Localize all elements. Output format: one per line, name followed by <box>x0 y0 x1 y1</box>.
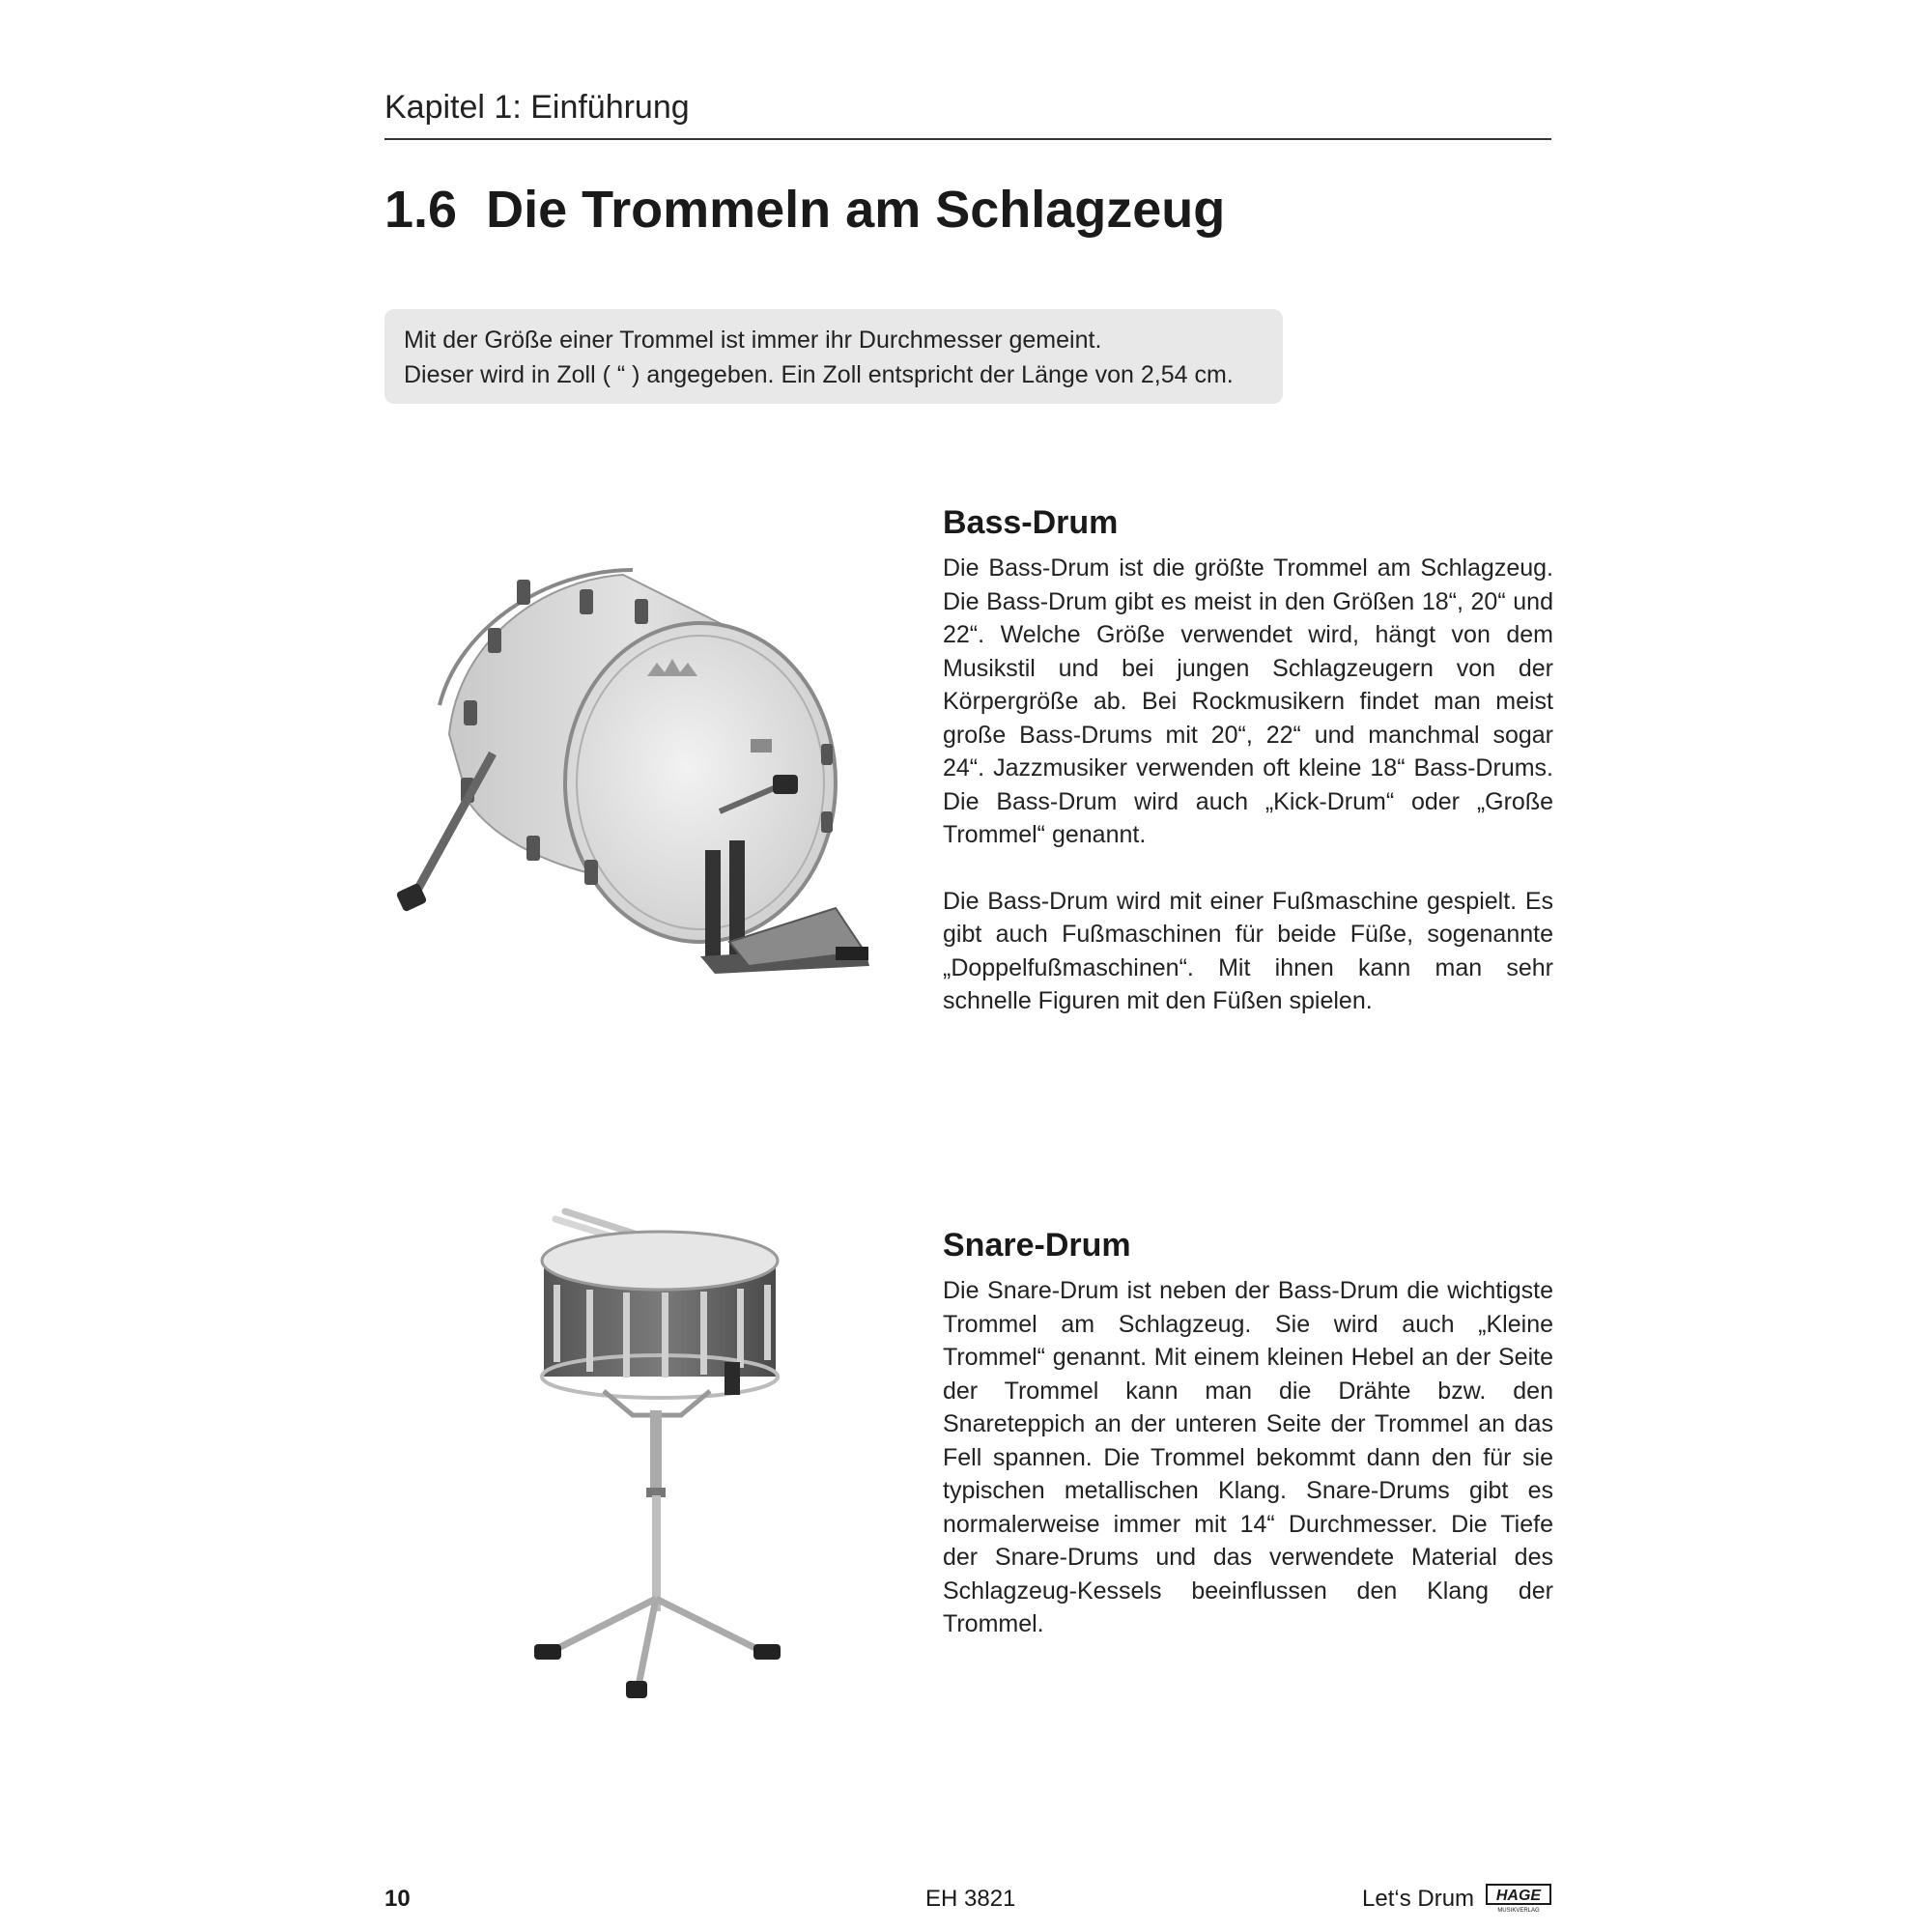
info-line-2: Dieser wird in Zoll ( “ ) angegeben. Ein Zoll entspricht der Länge von 2,54 cm. <box>404 361 1234 388</box>
chapter-header: Kapitel 1: Einführung <box>384 89 690 126</box>
bass-drum-image <box>382 560 874 990</box>
catalog-number: EH 3821 <box>925 1886 1016 1912</box>
snare-drum-image <box>526 1208 797 1700</box>
info-box <box>384 309 1283 404</box>
bass-drum-paragraph-2: Die Bass-Drum wird mit einer Fußmaschine gespielt. Es gibt auch Fußmaschinen für beide Füße, sogenannte „Doppelfußmaschinen“. Mit ihnen kann man sehr schnelle Figuren mit den Füßen spielen. <box>943 887 1553 1014</box>
book-title: Let‘s Drum <box>1362 1886 1475 1912</box>
bass-drum-section <box>943 504 1553 1018</box>
snare-drum-heading: Snare-Drum <box>943 1227 1131 1264</box>
bass-drum-heading: Bass-Drum <box>943 504 1119 541</box>
hage-logo <box>1486 1884 1551 1913</box>
snare-drum-paragraph-1: Die Snare-Drum ist neben der Bass-Drum die wichtigste Trommel am Schlagzeug. Sie wird auch „Kleine Trommel“ genannt. Mit einem kleinen Hebel an der Seite der Trommel kann man die Drähte bzw. den Snareteppich an der unteren Seite der Trommel an das Fell spannen. Die Trommel bekommt dann den für sie typischen metallischen Klang. Snare-Drums gibt es normalerweise immer mit 14“ Durchmesser. Die Tiefe der Snare-Drums und das verwendete Material des Schlagzeug-Kessels beeinflussen den Klang der Trommel. <box>943 1277 1553 1637</box>
info-line-1: Mit der Größe einer Trommel ist immer ihr Durchmesser gemeint. <box>404 327 1102 354</box>
bass-drum-paragraph-1: Die Bass-Drum ist die größte Trommel am Schlagzeug. Die Bass-Drum gibt es meist in den Größen 18“, 20“ und 22“. Welche Größe verwendet wird, hängt von dem Musikstil und bei jungen Schlagzeugern von der Körpergröße ab. Bei Rockmusikern findet man meist große Bass-Drums mit 20“, 22“ und manchmal sogar 24“. Jazzmusiker verwenden oft kleine 18“ Bass-Drums. Die Bass-Drum wird auch „Kick-Drum“ oder „Große Trommel“ genannt. <box>943 554 1553 848</box>
section-title: 1.6 Die Trommeln am Schlagzeug <box>384 181 1226 239</box>
snare-drum-section <box>943 1227 1553 1641</box>
header-divider <box>384 138 1551 140</box>
svg-text:HAGE: HAGE <box>1495 1888 1542 1904</box>
svg-text:MUSIKVERLAG: MUSIKVERLAG <box>1497 1908 1540 1913</box>
page-number: 10 <box>384 1886 411 1912</box>
